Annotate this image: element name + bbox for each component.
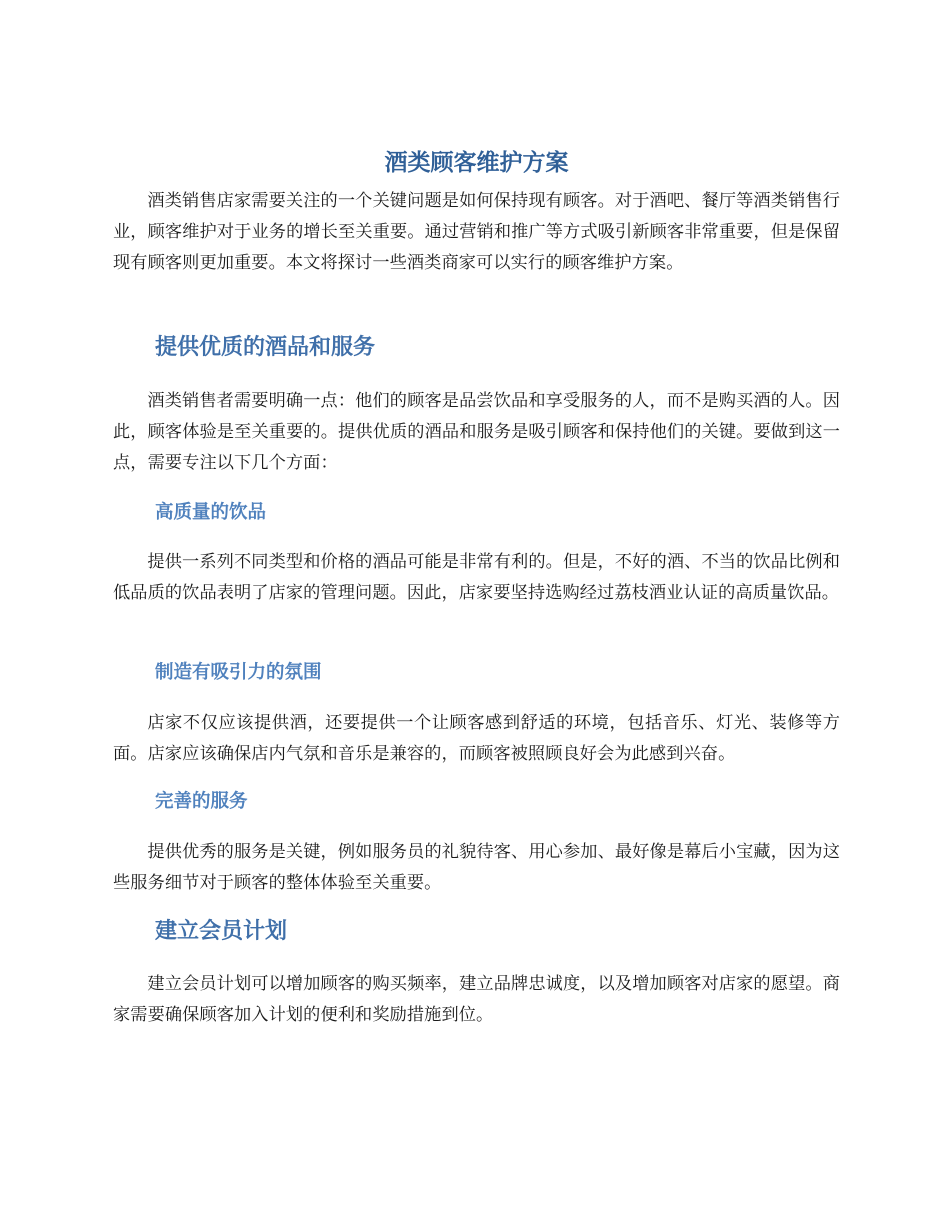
subsection-paragraph-service: 提供优秀的服务是关键，例如服务员的礼貌待客、用心参加、最好像是幕后小宝藏，因为这些服务细节对于顾客的整体体验至关重要。 bbox=[113, 842, 840, 893]
document-title: 酒类顾客维护方案 bbox=[384, 150, 569, 176]
subsection-heading-atmosphere: 制造有吸引力的氛围 bbox=[155, 662, 322, 683]
intro-paragraph: 酒类销售店家需要关注的一个关键问题是如何保持现有顾客。对于酒吧、餐厅等酒类销售行业，顾客维护对于业务的增长至关重要。通过营销和推广等方式吸引新顾客非常重要，但是保留现有顾客则更加重要。本文将探讨一些酒类商家可以实行的顾客维护方案。 bbox=[113, 191, 840, 273]
section-heading-quality-service: 提供优质的酒品和服务 bbox=[155, 335, 376, 360]
section-paragraph-membership: 建立会员计划可以增加顾客的购买频率，建立品牌忠诚度，以及增加顾客对店家的愿望。商家需要确保顾客加入计划的便利和奖励措施到位。 bbox=[113, 974, 840, 1025]
section-paragraph-quality-service: 酒类销售者需要明确一点：他们的顾客是品尝饮品和享受服务的人，而不是购买酒的人。因此，顾客体验是至关重要的。提供优质的酒品和服务是吸引顾客和保持他们的关键。要做到这一点，需要专注以下几个方面： bbox=[113, 391, 840, 473]
subsection-paragraph-atmosphere: 店家不仅应该提供酒，还要提供一个让顾客感到舒适的环境，包括音乐、灯光、装修等方面。店家应该确保店内气氛和音乐是兼容的，而顾客被照顾良好会为此感到兴奋。 bbox=[113, 713, 840, 764]
subsection-heading-quality-drinks: 高质量的饮品 bbox=[155, 502, 267, 523]
subsection-paragraph-quality-drinks: 提供一系列不同类型和价格的酒品可能是非常有利的。但是，不好的酒、不当的饮品比例和低品质的饮品表明了店家的管理问题。因此，店家要坚持选购经过荔枝酒业认证的高质量饮品。 bbox=[113, 552, 840, 603]
subsection-heading-service: 完善的服务 bbox=[155, 791, 248, 812]
section-heading-membership: 建立会员计划 bbox=[155, 919, 288, 944]
